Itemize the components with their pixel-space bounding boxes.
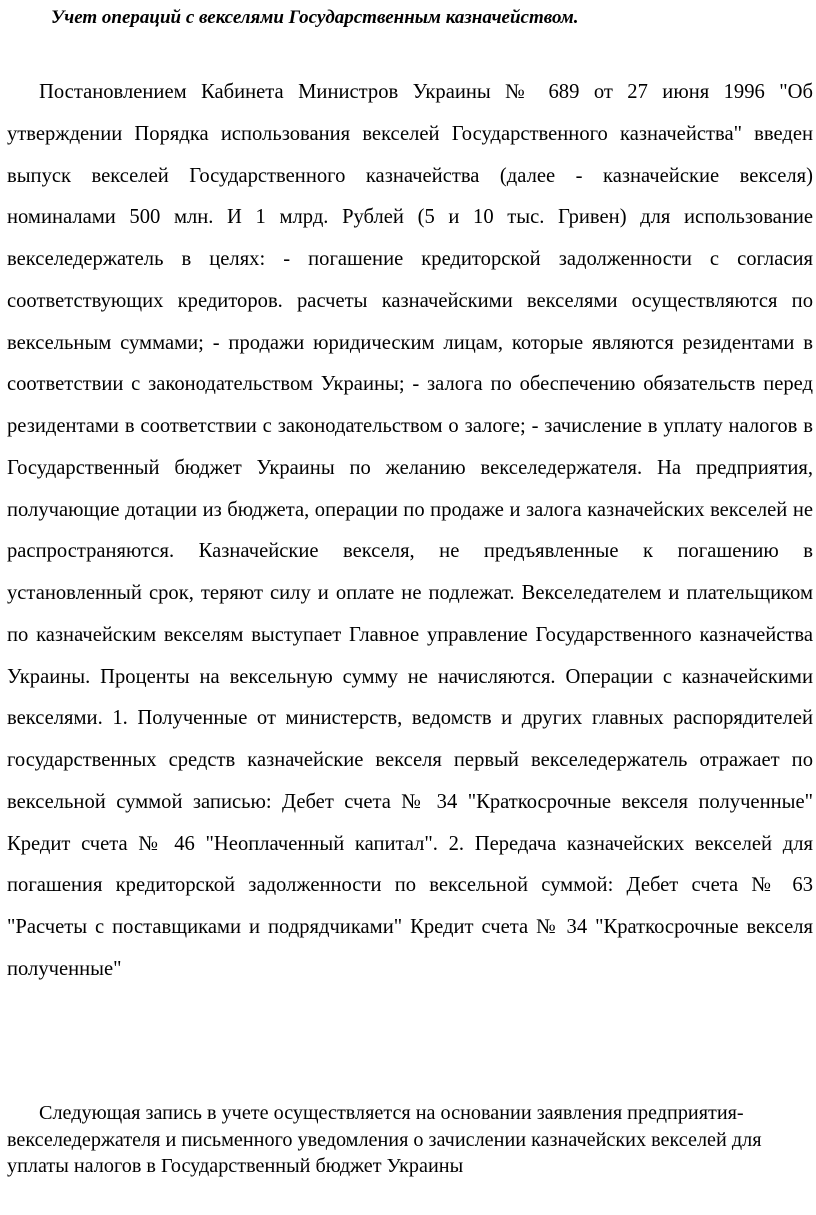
closing-paragraph: Следующая запись в учете осуществляется на основании заявления предприятия-векселедержателя и письменного уведомления о зачислении казначейских векселей для уплаты налогов в Государственный бюджет Украины bbox=[7, 1102, 762, 1177]
document-heading: Учет операций с векселями Государственным казначейством. bbox=[51, 7, 579, 28]
body-paragraph: Постановлением Кабинета Министров Украины № 689 от 27 июня 1996 "Об утверждении Порядка использования векселей Государственного казначейства" введен выпуск векселей Государственного казначейства (далее - казначейские векселя) номиналами 500 млн. И 1 млрд. Рублей (5 и 10 тыс. Гривен) для использование векселедержатель в целях: - погашение кредиторской задолженности с согласия соответствующих кредиторов. расчеты казначейскими векселями осуществляются по вексельным суммами; - продажи юридическим лицам, которые являются резидентами в соответствии с законодательством Украины; - залога по обеспечению обязательств перед резидентами в соответствии с законодательством о залоге; - зачисление в уплату налогов в Государственный бюджет Украины по желанию векселедержателя. На предприятия, получающие дотации из бюджета, операции по продаже и залога казначейских векселей не распространяются. Казначейские векселя, не предъявленные к погашению в установленный срок, теряют силу и оплате не подлежат. Векселедателем и плательщиком по казначейским векселям выступает Главное управление Государственного казначейства Украины. Проценты на вексельную сумму не начисляются. Операции с казначейскими векселями. 1. Полученные от министерств, ведомств и других главных распорядителей государственных средств казначейские векселя первый векселедержатель отражает по вексельной суммой записью: Дебет счета № 34 "Краткосрочные векселя полученные" Кредит счета № 46 "Неоплаченный капитал". 2. Передача казначейских векселей для погашения кредиторской задолженности по вексельной суммой: Дебет счета № 63 "Расчеты с поставщиками и подрядчиками" Кредит счета № 34 "Краткосрочные векселя полученные" bbox=[7, 81, 813, 980]
